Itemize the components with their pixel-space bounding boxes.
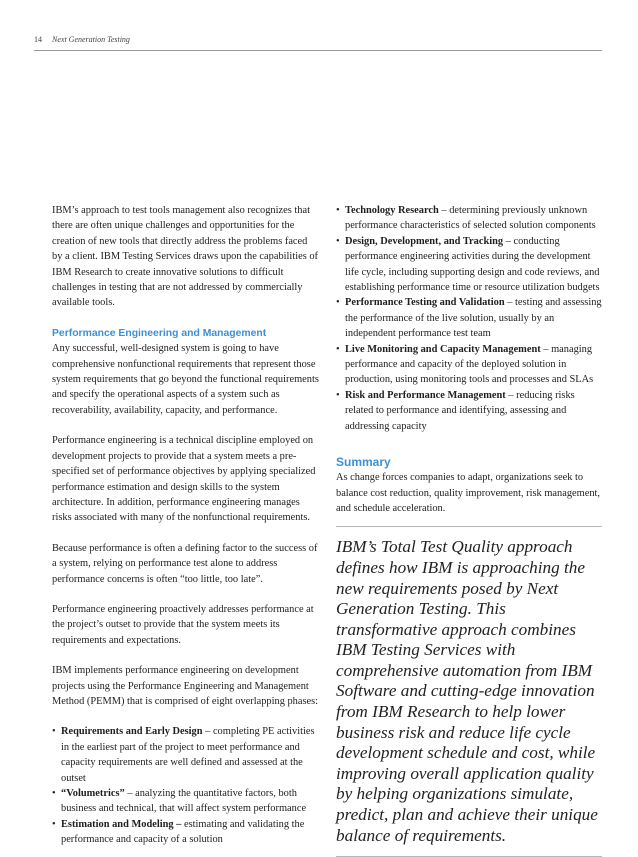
list-item-term: Estimation and Modeling –	[61, 818, 182, 830]
page-number: 14	[34, 35, 42, 44]
list-item	[336, 388, 602, 434]
list-item-desc: – conducting performance engineering activities during the development life cycle, including supporting design and code reviews, and establishing performance time or resource utilization budgets	[345, 235, 600, 294]
phase-list	[52, 724, 320, 847]
paragraph: IBM implements performance engineering on development projects using the Performance Engineering and Management Method (PEMM) that is comprised of eight overlapping phases:	[52, 665, 319, 707]
list-item-term: Design, Development, and Tracking	[345, 235, 504, 247]
header-rule	[34, 50, 602, 51]
list-item-desc: estimating and validating the performance and capacity of a solution	[61, 818, 305, 846]
list-item-desc: – managing performance and capacity of the deployed solution in production, using monitoring tools and processes and SLAs	[345, 343, 594, 386]
running-header	[34, 35, 130, 44]
list-item-desc: – testing and assessing the performance of the live solution, usually by an independent performance test team	[345, 297, 602, 340]
paragraph: Because performance is often a defining factor to the success of a system, relying on performance test alone to address performance concerns is often “too little, too late”.	[52, 542, 318, 585]
list-item-desc: – determining previously unknown performance characteristics of selected solution components	[345, 205, 596, 232]
paragraph: Any successful, well-designed system is going to have comprehensive nonfunctional requirements that represent those system requirements that go beyond the functional requirements and specify the operational aspects of a system such as recoverability, availability, capacity, and performance.	[52, 343, 319, 416]
list-item	[336, 342, 602, 388]
list-item-desc: – completing PE activities in the earliest part of the project to meet performance and capacity requirements are well defined and assessed at the outset	[61, 726, 315, 784]
summary-paragraph: As change forces companies to adapt, organizations seek to balance cost reduction, quality improvement, risk management, and schedule acceleration.	[336, 472, 601, 514]
right-column	[336, 203, 602, 857]
list-item-desc: – analyzing the quantitative factors, both business and technical, that will affect system performance	[61, 788, 307, 815]
document-title: Next Generation Testing	[52, 35, 130, 44]
list-item-term: “Volumetrics”	[61, 788, 125, 799]
list-item	[52, 817, 320, 848]
left-column	[52, 203, 320, 848]
list-item-term: Technology Research	[345, 205, 439, 216]
pull-quote: IBM’s Total Test Quality approach defines how IBM is approaching the new requirements posed by Next Generation Testing. This transformative approach combines IBM Testing Services with comprehensive automation from IBM Software and cutting-edge innovation from IBM Research to help lower business risk and reduce life cycle development schedule and cost, while improving overall application quality by helping organizations simulate, predict, plan and achieve their unique balance of requirements.	[336, 537, 598, 845]
summary-heading: Summary	[336, 455, 391, 470]
paragraph: Performance engineering proactively addresses performance at the project’s outset to provide that the system meets its requirements and expectations.	[52, 603, 314, 646]
list-item	[336, 295, 602, 341]
list-item	[336, 203, 602, 234]
list-item-desc: – reducing risks related to performance and identifying, assessing and addressing capacity	[345, 389, 575, 432]
list-item	[52, 786, 320, 817]
phase-list-continued	[336, 203, 602, 434]
list-item-term: Risk and Performance Management	[345, 389, 506, 401]
list-item	[336, 234, 602, 296]
section-heading: Performance Engineering and Management	[52, 327, 267, 339]
list-item-term: Performance Testing and Validation	[345, 297, 505, 309]
list-item-term: Requirements and Early Design	[61, 726, 203, 738]
list-item	[52, 724, 320, 786]
intro-paragraph: IBM’s approach to test tools management also recognizes that there are often unique challenges and opportunities for the creation of new tools that directly address the problems faced by a client. IBM Testing Services draws upon the capabilities of IBM Research to create innovative solutions to difficult challenges in testing that are not addressed by commercially available tools.	[52, 205, 319, 309]
paragraph: Performance engineering is a technical discipline employed on development projects to provide that a system meets a pre-specified set of performance objectives by applying specialized performance estimation and design skills to the system architecture. In addition, performance engineering manages risks associated with many of the nonfunctional requirements.	[52, 435, 316, 524]
list-item-term: Live Monitoring and Capacity Management	[345, 343, 541, 355]
